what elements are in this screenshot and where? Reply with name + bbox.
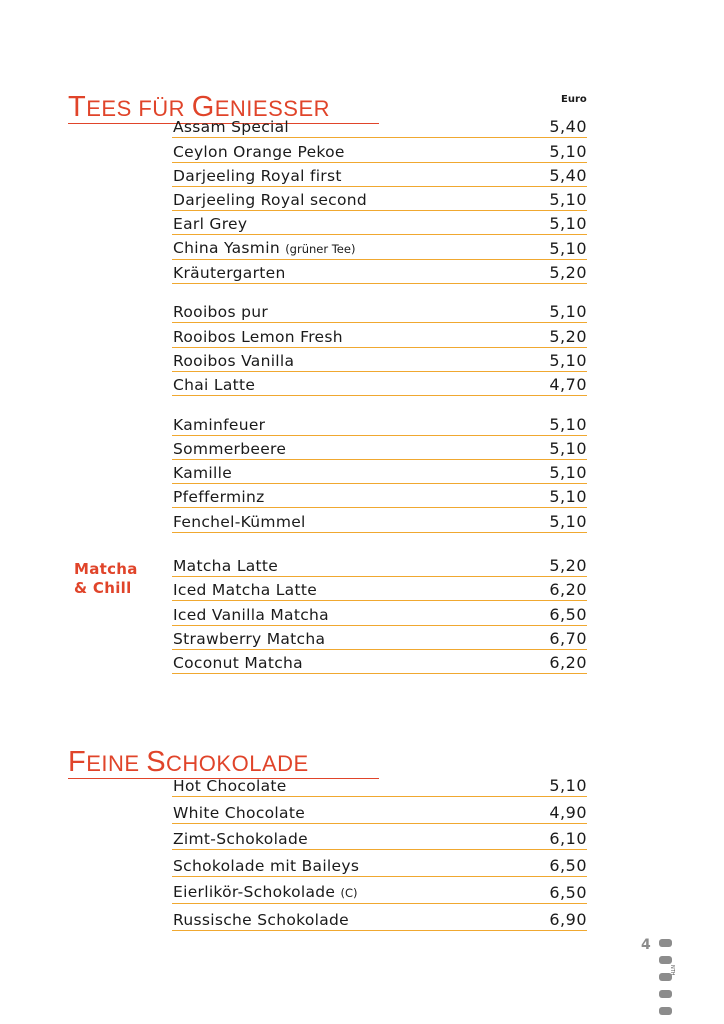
menu-item-name: Iced Vanilla Matcha [173,605,329,624]
menu-item-name: Strawberry Matcha [173,629,326,648]
page-number: 4 [641,937,651,953]
menu-item-note: (C) [340,885,358,900]
menu-item-price: 5,20 [549,556,587,576]
menu-item-name: Schokolade mit Baileys [173,857,360,876]
menu-item-row [172,323,587,347]
menu-item-row [172,460,587,484]
menu-item-row [172,211,587,235]
menu-item-price: 4,90 [549,802,587,822]
menu-item-name: Darjeeling Royal first [173,166,342,185]
menu-item-price: 6,10 [549,829,587,849]
menu-item-name: Hot Chocolate [173,776,287,795]
menu-item-price: 6,50 [549,882,587,902]
menu-item-name: Earl Grey [173,215,248,234]
menu-item-price: 5,10 [549,463,587,483]
menu-item-row [172,601,587,625]
menu-item-name: Kräutergarten [173,264,286,283]
menu-item-price: 5,10 [549,238,587,258]
menu-item-name: Matcha Latte [173,557,279,576]
page-tab-marker [659,990,672,998]
menu-item-price: 5,10 [549,214,587,234]
menu-item-price: 5,10 [549,302,587,322]
menu-item-price: 5,20 [549,326,587,346]
menu-item-price: 5,40 [549,165,587,185]
menu-item-name: Assam Special [173,118,290,137]
menu-item-name: Ceylon Orange Pekoe [173,142,345,161]
menu-item-row [172,372,587,396]
menu-item-price: 5,10 [549,141,587,161]
menu-item-row [172,877,587,904]
menu-item-name: Rooibos Vanilla [173,351,295,370]
menu-item-row [172,824,587,851]
menu-item-row [172,187,587,211]
menu-item-price: 5,10 [549,414,587,434]
menu-item-row [172,235,587,259]
group-spacer [172,396,587,411]
group-spacer [172,533,587,553]
menu-item-price: 4,70 [549,375,587,395]
menu-item-name: Fenchel-Kümmel [173,512,306,531]
page-tab-marker [659,939,672,947]
menu-item-price: 5,10 [549,350,587,370]
menu-item-row [172,850,587,877]
chocolate-section-title: FEINE SCHOKOLADE [68,746,379,779]
menu-item-row [172,411,587,435]
menu-item-row [172,138,587,162]
menu-item-row [172,114,587,138]
menu-item-note: (grüner Tee) [285,241,356,256]
menu-item-row [172,260,587,284]
currency-label: Euro [561,94,587,105]
menu-item-name: Coconut Matcha [173,654,303,673]
menu-item-row [172,577,587,601]
menu-item-name: Eierlikör-Schokolade (C) [173,882,358,901]
menu-item-price: 6,70 [549,628,587,648]
menu-item-price: 5,40 [549,117,587,137]
menu-item-name: Rooibos Lemon Fresh [173,327,343,346]
menu-item-name: Rooibos pur [173,303,269,322]
menu-item-price: 5,10 [549,775,587,795]
menu-item-row [172,770,587,797]
matcha-chill-label: Matcha & Chill [74,560,138,597]
menu-item-row [172,299,587,323]
menu-item-name: Sommerbeere [173,439,287,458]
menu-item-name: Kamille [173,464,233,483]
menu-item-name: Kaminfeuer [173,415,266,434]
menu-item-row [172,436,587,460]
menu-item-price: 5,10 [549,511,587,531]
menu-item-name: White Chocolate [173,803,306,822]
menu-item-price: 6,20 [549,580,587,600]
menu-item-price: 6,50 [549,604,587,624]
menu-item-name: Iced Matcha Latte [173,581,318,600]
menu-item-price: 6,50 [549,856,587,876]
menu-item-row [172,797,587,824]
menu-item-name: Russische Schokolade [173,910,349,929]
menu-item-price: 6,20 [549,653,587,673]
menu-item-row [172,626,587,650]
menu-item-row [172,553,587,577]
menu-item-row [172,904,587,931]
menu-item-name: Darjeeling Royal second [173,191,368,210]
tab-text: NTH [669,965,675,976]
tea-price-list [172,114,587,674]
tea-section-title: TEES FÜR GENIESSER [68,91,379,124]
group-spacer [172,284,587,299]
menu-item-name: Chai Latte [173,376,256,395]
menu-item-name: Zimt-Schokolade [173,830,308,849]
menu-item-row [172,163,587,187]
menu-item-row [172,484,587,508]
menu-item-price: 5,10 [549,487,587,507]
menu-item-price: 5,10 [549,190,587,210]
menu-item-name: China Yasmin (grüner Tee) [173,238,356,257]
menu-item-name: Pfefferminz [173,488,265,507]
chocolate-price-list [172,770,587,931]
menu-item-row [172,348,587,372]
page-tab-marker [659,1007,672,1015]
menu-item-price: 5,20 [549,263,587,283]
menu-item-row [172,508,587,532]
menu-item-price: 6,90 [549,909,587,929]
page-tab-marker [659,956,672,964]
menu-item-row [172,650,587,674]
menu-item-price: 5,10 [549,438,587,458]
